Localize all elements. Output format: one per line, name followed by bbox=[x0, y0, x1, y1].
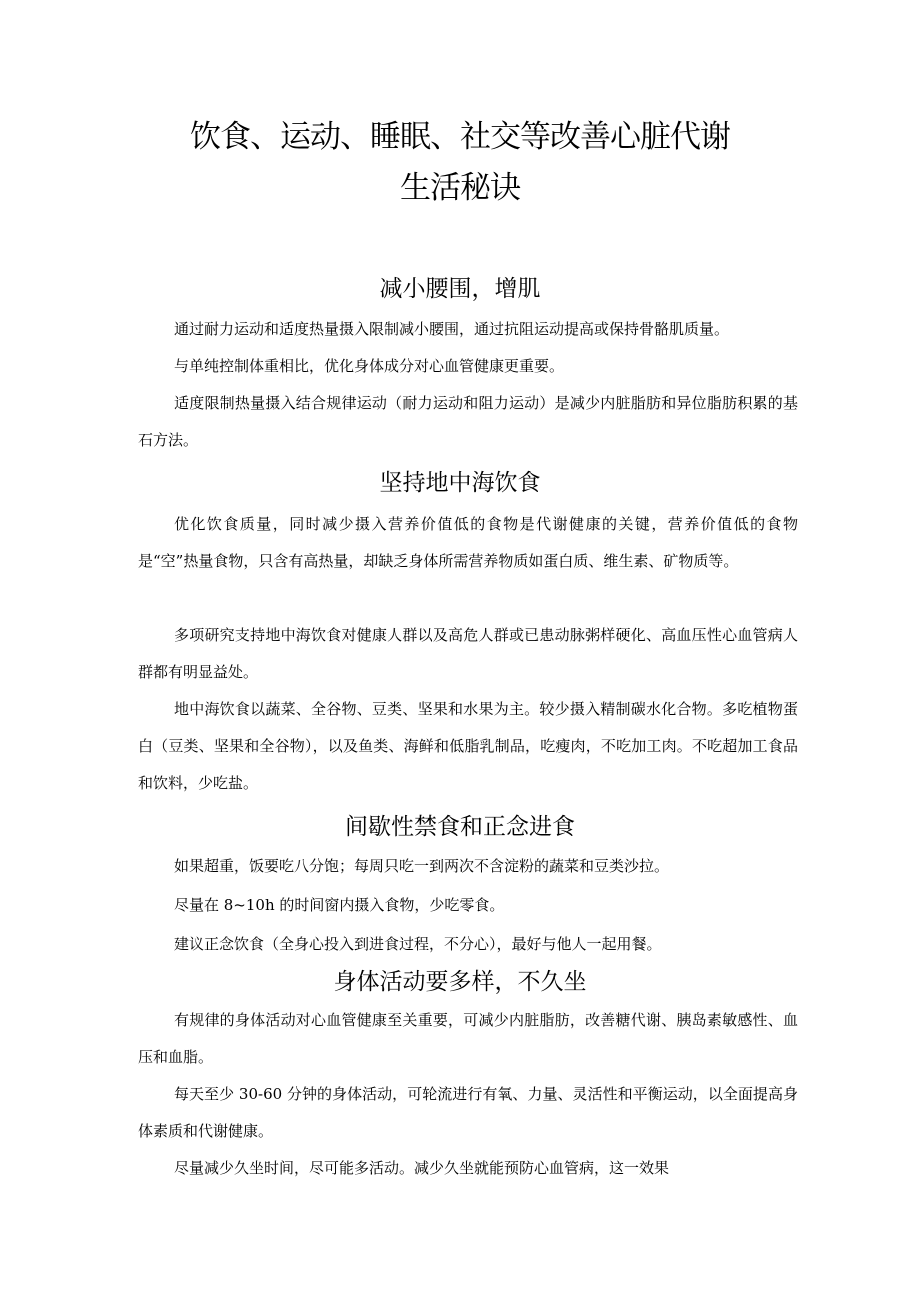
document-title-line-2: 生活秘诀 bbox=[400, 170, 520, 206]
paragraph: 优化饮食质量，同时减少摄入营养价值低的食物是代谢健康的关键，营养价值低的食物是“空”热量食物，只含有高热量，却缺乏身体所需营养物质如蛋白质、维生素、矿物质等。 bbox=[138, 515, 798, 570]
document-title-line-1: 饮食、运动、睡眠、社交等改善心脏代谢 bbox=[190, 119, 730, 155]
paragraph: 与单纯控制体重相比，优化身体成分对心血管健康更重要。 bbox=[174, 357, 565, 375]
section-heading-mediterranean: 坚持地中海饮食 bbox=[379, 470, 541, 496]
paragraph: 每天至少 30-60 分钟的身体活动，可轮流进行有氧、力量、灵活性和平衡运动，以全面提高身体素质和代谢健康。 bbox=[138, 1085, 798, 1140]
paragraph: 地中海饮食以蔬菜、全谷物、豆类、坚果和水果为主。较少摄入精制碳水化合物。多吃植物蛋白（豆类、坚果和全谷物），以及鱼类、海鲜和低脂乳制品，吃瘦肉，不吃加工肉。不吃超加工食品和饮料，少吃盐。 bbox=[138, 700, 798, 792]
section-heading-waist: 减小腰围，增肌 bbox=[379, 276, 541, 302]
paragraph: 多项研究支持地中海饮食对健康人群以及高危人群或已患动脉粥样硬化、高血压性心血管病人群都有明显益处。 bbox=[138, 626, 798, 681]
paragraph: 适度限制热量摄入结合规律运动（耐力运动和阻力运动）是减少内脏脂肪和异位脂肪积累的基石方法。 bbox=[138, 394, 798, 449]
paragraph: 通过耐力运动和适度热量摄入限制减小腰围，通过抗阻运动提高或保持骨骼肌质量。 bbox=[174, 320, 730, 338]
section-heading-fasting: 间歇性禁食和正念进食 bbox=[345, 814, 575, 840]
paragraph: 有规律的身体活动对心血管健康至关重要，可减少内脏脂肪，改善糖代谢、胰岛素敏感性、血压和血脂。 bbox=[138, 1011, 798, 1066]
section-heading-activity: 身体活动要多样，不久坐 bbox=[333, 969, 587, 995]
paragraph: 如果超重，饭要吃八分饱；每周只吃一到两次不含淀粉的蔬菜和豆类沙拉。 bbox=[174, 857, 670, 875]
paragraph: 尽量减少久坐时间，尽可能多活动。减少久坐就能预防心血管病，这一效果 bbox=[174, 1159, 670, 1177]
paragraph: 建议正念饮食（全身心投入到进食过程，不分心），最好与他人一起用餐。 bbox=[174, 935, 662, 953]
paragraph: 尽量在 8~10h 的时间窗内摄入食物，少吃零食。 bbox=[174, 896, 505, 914]
